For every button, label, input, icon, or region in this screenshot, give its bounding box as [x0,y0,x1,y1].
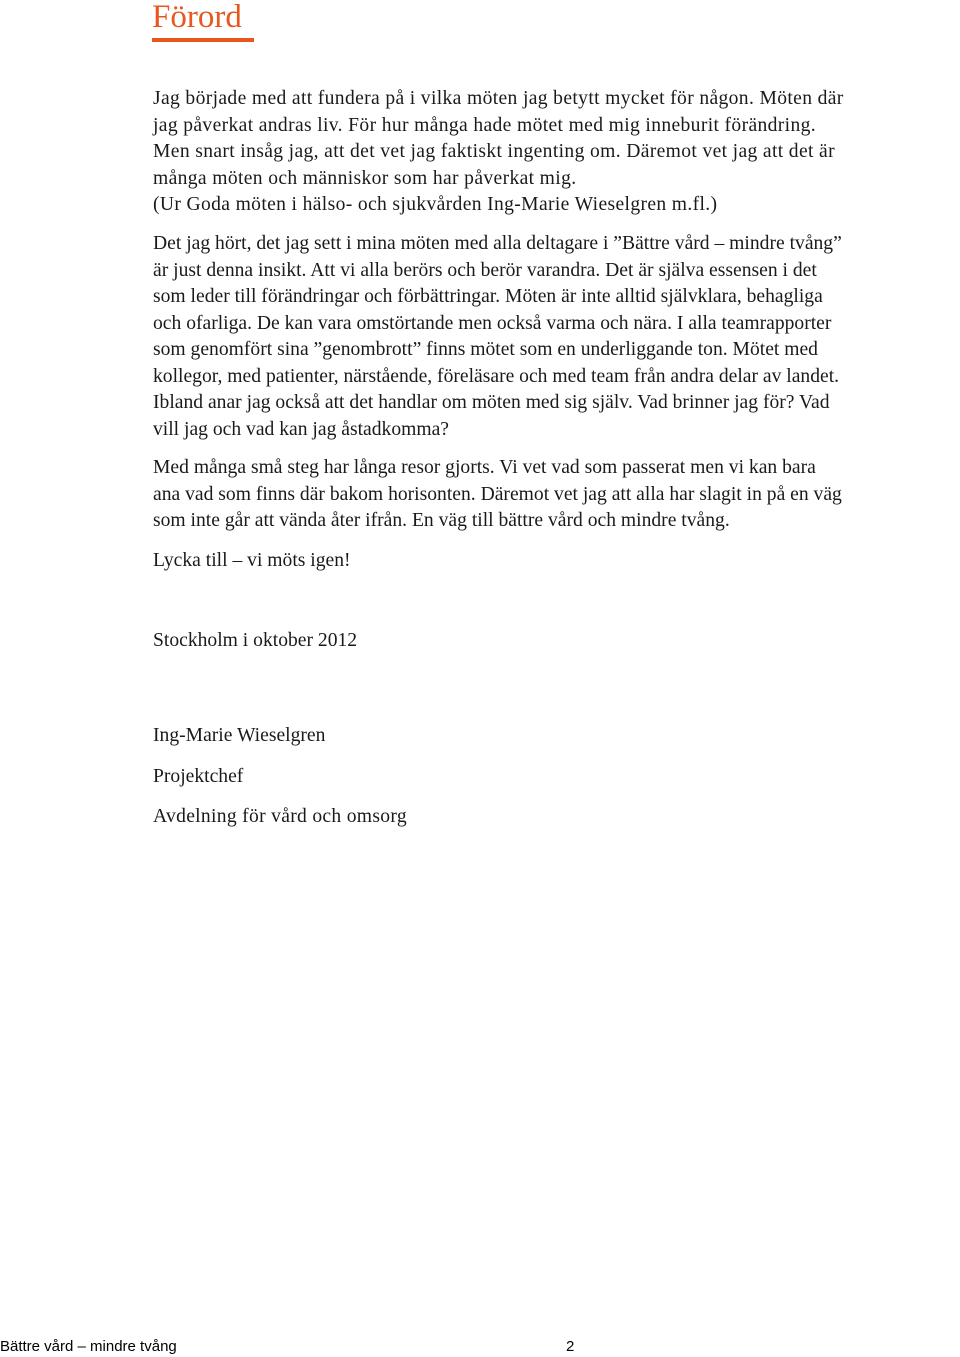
text-line: kollegor, med patienter, närstående, föreläsare och med team från andra delar av landet. [153,365,840,387]
text-line: Med många små steg har långa resor gjorts. Vi vet vad som passerat men vi kan bara [153,457,816,478]
text-line: många möten och människor som har påverkat mig. [153,167,577,189]
main-paragraph [153,231,960,443]
text-line: som inte går att vända åter ifrån. En väg till bättre vård och mindre tvång. [153,510,730,531]
signature-department: Avdelning för vård och omsorg [153,806,407,827]
title-underline [152,38,254,42]
text-line: och ofarliga. De kan vara omstörtande men också varma och nära. I alla teamrapporter [153,312,832,334]
steps-paragraph [153,455,960,535]
closing-greeting: Lycka till – vi möts igen! [153,550,351,571]
quote-source-line: (Ur Goda möten i hälso- och sjukvården Ing-Marie Wieselgren m.fl.) [153,194,718,215]
text-line: vill jag och vad kan jag åstadkomma? [153,418,449,440]
intro-quote-paragraph [153,86,960,219]
text-line: som genomfört sina ”genombrott” finns mötet som en underliggande ton. Mötet med [153,339,818,360]
text-line: Det jag hört, det jag sett i mina möten med alla deltagare i ”Bättre vård – mindre tvång” [153,233,842,254]
text-line: Jag började med att fundera på i vilka möten jag betytt mycket för någon. Möten där [153,88,844,109]
text-line: Men snart insåg jag, att det vet jag faktiskt ingenting om. Däremot vet jag att det är [153,141,835,162]
text-line: som leder till förändringar och förbättringar. Möten är inte alltid självklara, behagliga [153,286,823,307]
place-date: Stockholm i oktober 2012 [153,630,358,651]
page-title: Förord [152,0,242,35]
text-line: ana vad som finns där bakom horisonten. Däremot vet jag att alla har slagit in på en väg [153,483,842,505]
footer-publication-title: Bättre vård – mindre tvång [0,1338,177,1355]
text-line: jag påverkat andras liv. För hur många hade mötet med mig inneburit förändring. [153,114,816,136]
footer-page-number: 2 [566,1338,575,1355]
text-line: Ibland anar jag också att det handlar om möten med sig själv. Vad brinner jag för? Vad [153,392,830,413]
signature-role: Projektchef [153,766,244,787]
text-line: är just denna insikt. Att vi alla berörs och berör varandra. Det är själva essensen i det [153,259,817,281]
signature-name: Ing-Marie Wieselgren [153,725,326,746]
